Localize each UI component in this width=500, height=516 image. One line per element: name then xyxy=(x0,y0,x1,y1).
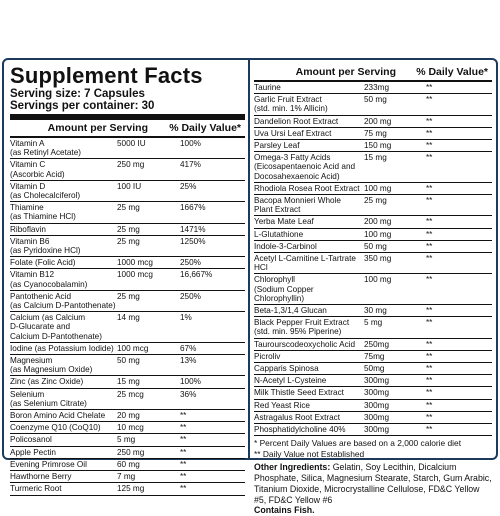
nutrient-name: Thiamine (as Thiamine HCl) xyxy=(10,203,76,222)
nutrient-name: Uva Ursi Leaf Extract xyxy=(254,128,332,138)
nutrient-daily-value: 1% xyxy=(180,313,192,323)
nutrient-name: Omega-3 Fatty Acids (Eicosapentaenoic Acid and Docosahexaenoic Acid) xyxy=(254,153,356,181)
nutrient-row xyxy=(254,424,492,436)
nutrient-amount: 14 mg xyxy=(117,313,140,323)
nutrient-name: Bacopa Monnieri Whole Plant Extract xyxy=(254,196,341,215)
nutrient-row xyxy=(10,269,245,290)
nutrient-name: Magnesium (as Magnesium Oxide) xyxy=(10,356,93,375)
nutrient-row xyxy=(254,351,492,363)
column-header xyxy=(10,120,245,136)
nutrient-name: Beta-1,3/1,4 Glucan xyxy=(254,306,327,316)
nutrient-daily-value: ** xyxy=(426,376,433,386)
right-dv-header: % Daily Value* xyxy=(416,66,488,78)
nutrient-daily-value: ** xyxy=(180,459,187,469)
right-column-header xyxy=(254,64,492,80)
nutrient-amount: 5 mg xyxy=(364,318,383,328)
nutrient-daily-value: ** xyxy=(426,425,433,435)
nutrient-row xyxy=(10,355,245,376)
nutrient-name: Black Pepper Fruit Extract (std. min. 95% Piperine) xyxy=(254,318,350,337)
nutrient-daily-value: 13% xyxy=(180,356,197,366)
nutrient-daily-value: ** xyxy=(426,241,433,251)
nutrient-amount: 300mg xyxy=(364,400,390,410)
nutrient-row xyxy=(10,312,245,343)
nutrient-daily-value: 25% xyxy=(180,181,197,191)
footnote-dv: * Percent Daily Values are based on a 2,000 calorie diet xyxy=(254,438,462,449)
nutrient-row xyxy=(254,339,492,351)
nutrient-daily-value: ** xyxy=(426,306,433,316)
nutrient-row xyxy=(10,181,245,202)
nutrient-daily-value: ** xyxy=(426,412,433,422)
left-column xyxy=(4,60,248,494)
nutrient-name: Vitamin C (Ascorbic Acid) xyxy=(10,160,65,179)
nutrient-amount: 20 mg xyxy=(117,411,140,421)
nutrient-amount: 75mg xyxy=(364,351,385,361)
nutrient-amount: 5 mg xyxy=(117,435,136,445)
nutrient-amount: 300mg xyxy=(364,376,390,386)
nutrient-amount: 300mg xyxy=(364,388,390,398)
nutrient-row xyxy=(10,434,245,446)
nutrient-amount: 15 mg xyxy=(364,153,387,163)
nutrient-row xyxy=(254,94,492,115)
nutrient-row xyxy=(10,202,245,223)
facts-title: Supplement Facts xyxy=(10,63,203,88)
nutrient-amount: 200 mg xyxy=(364,217,392,227)
nutrient-daily-value: ** xyxy=(426,364,433,374)
nutrient-amount: 50 mg xyxy=(364,95,387,105)
allergen-statement: Contains Fish. xyxy=(254,505,315,516)
nutrient-name: Pantothenic Acid (as Calcium D-Pantothenate) xyxy=(10,291,116,311)
nutrient-daily-value: 1471% xyxy=(180,224,206,234)
nutrient-amount: 100 mg xyxy=(364,183,392,193)
nutrient-name: Apple Pectin xyxy=(10,447,56,457)
nutrient-amount: 100 IU xyxy=(117,181,142,191)
nutrient-daily-value: ** xyxy=(426,254,433,264)
nutrient-amount: 50 mg xyxy=(117,356,140,366)
nutrient-daily-value: ** xyxy=(426,351,433,361)
nutrient-amount: 300mg xyxy=(364,425,390,435)
right-amount-header: Amount per Serving xyxy=(295,66,396,78)
nutrient-name: Astragalus Root Extract xyxy=(254,412,341,422)
nutrient-row xyxy=(254,216,492,228)
nutrient-amount: 25 mg xyxy=(117,203,140,213)
nutrient-name: Red Yeast Rice xyxy=(254,400,310,410)
nutrient-name: Riboflavin xyxy=(10,224,46,234)
nutrient-name: Chlorophyll (Sodium Copper Chlorophyllin) xyxy=(254,275,314,303)
nutrient-amount: 1000 mcg xyxy=(117,258,153,268)
nutrient-name: Policosanol xyxy=(10,435,52,445)
serving-size: Serving size: 7 Capsules xyxy=(10,88,145,100)
nutrient-daily-value: 1667% xyxy=(180,203,206,213)
nutrient-amount: 250 mg xyxy=(117,160,145,170)
nutrient-row xyxy=(254,375,492,387)
nutrient-row xyxy=(10,376,245,388)
nutrient-row xyxy=(254,128,492,140)
nutrient-name: Coenzyme Q10 (CoQ10) xyxy=(10,423,101,433)
nutrient-name: Capparis Spinosa xyxy=(254,364,319,374)
nutrient-name: Taurine xyxy=(254,83,281,92)
nutrient-amount: 50 mg xyxy=(364,241,387,251)
nutrient-daily-value: ** xyxy=(426,318,433,328)
nutrient-daily-value: ** xyxy=(426,153,433,163)
nutrient-amount: 1000 mcg xyxy=(117,270,153,280)
nutrient-name: Dandelion Root Extract xyxy=(254,116,339,126)
nutrient-row xyxy=(10,138,245,159)
nutrient-daily-value: 100% xyxy=(180,377,201,387)
nutrient-row xyxy=(10,410,245,422)
nutrient-amount: 25 mg xyxy=(117,236,140,246)
nutrient-daily-value: ** xyxy=(426,141,433,151)
nutrient-row xyxy=(254,116,492,128)
nutrient-daily-value: ** xyxy=(180,447,187,457)
nutrient-amount: 25 mg xyxy=(364,196,387,206)
nutrient-name: Vitamin A (as Retinyl Acetate) xyxy=(10,139,81,158)
nutrient-daily-value: ** xyxy=(426,229,433,239)
nutrient-name: Vitamin B12 (as Cyanocobalamin) xyxy=(10,270,88,289)
nutrient-daily-value: ** xyxy=(180,423,187,433)
nutrient-row xyxy=(10,343,245,355)
nutrient-amount: 100 mg xyxy=(364,229,392,239)
nutrient-amount: 25 mg xyxy=(117,291,140,301)
nutrient-row xyxy=(10,422,245,434)
nutrient-amount: 10 mcg xyxy=(117,423,144,433)
nutrient-name: Turmeric Root xyxy=(10,484,62,494)
nutrient-amount: 250mg xyxy=(364,339,390,349)
nutrient-name: Boron Amino Acid Chelate xyxy=(10,411,106,421)
nutrient-row xyxy=(10,224,245,236)
nutrient-amount: 30 mg xyxy=(364,306,387,316)
nutrient-daily-value: ** xyxy=(426,388,433,398)
nutrient-amount: 150 mg xyxy=(364,141,392,151)
footnote-not-established: ** Daily Value not Established xyxy=(254,448,365,459)
right-column xyxy=(250,60,496,516)
amount-header: Amount per Serving xyxy=(47,122,148,134)
nutrient-row xyxy=(254,317,492,338)
nutrient-daily-value: 16,667% xyxy=(180,270,213,280)
nutrient-row xyxy=(254,253,492,274)
nutrient-row xyxy=(10,447,245,459)
nutrient-daily-value: ** xyxy=(426,128,433,138)
nutrient-name: Milk Thistle Seed Extract xyxy=(254,388,344,398)
nutrient-row xyxy=(10,257,245,269)
nutrient-daily-value: 36% xyxy=(180,389,197,399)
nutrient-daily-value: 250% xyxy=(180,291,201,301)
nutrient-row xyxy=(254,140,492,152)
right-nutrient-list xyxy=(254,82,492,436)
nutrient-daily-value: ** xyxy=(426,217,433,227)
ingredients-label: Other Ingredients: xyxy=(254,462,331,473)
nutrient-amount: 5000 IU xyxy=(117,139,146,148)
nutrient-row xyxy=(10,389,245,410)
nutrient-amount: 60 mg xyxy=(117,459,140,469)
nutrient-row xyxy=(254,412,492,424)
nutrient-name: Zinc (as Zinc Oxide) xyxy=(10,377,84,387)
nutrient-amount: 25 mcg xyxy=(117,389,144,399)
nutrient-amount: 233mg xyxy=(364,83,390,92)
nutrient-amount: 25 mg xyxy=(117,224,140,234)
nutrient-amount: 75 mg xyxy=(364,128,387,138)
nutrient-row xyxy=(10,459,245,471)
nutrient-name: Parsley Leaf xyxy=(254,141,300,151)
nutrient-row xyxy=(254,195,492,216)
nutrient-row xyxy=(10,483,245,495)
nutrient-name: Picroliv xyxy=(254,351,281,361)
nutrient-row xyxy=(254,363,492,375)
nutrient-name: Vitamin D (as Cholecalciferol) xyxy=(10,181,81,201)
nutrient-daily-value: ** xyxy=(426,339,433,349)
footnotes xyxy=(254,436,492,459)
nutrient-name: L-Glutathione xyxy=(254,229,304,239)
nutrient-daily-value: ** xyxy=(426,275,433,285)
nutrient-name: Rhodiola Rosea Root Extract xyxy=(254,183,360,193)
nutrient-amount: 350 mg xyxy=(364,254,392,264)
nutrient-row xyxy=(10,471,245,483)
nutrient-row xyxy=(254,274,492,305)
nutrient-daily-value: ** xyxy=(180,435,187,445)
nutrient-name: Vitamin B6 (as Pyridoxine HCl) xyxy=(10,236,81,256)
nutrient-row xyxy=(10,291,245,312)
nutrient-row xyxy=(254,82,492,94)
nutrient-daily-value: ** xyxy=(426,196,433,206)
nutrient-name: Selenium (as Selenium Citrate) xyxy=(10,389,87,408)
nutrient-name: Taurourscodeoxycholic Acid xyxy=(254,339,356,349)
nutrient-daily-value: ** xyxy=(426,183,433,193)
nutrient-name: Hawthorne Berry xyxy=(10,472,72,482)
nutrient-daily-value: ** xyxy=(180,484,187,494)
nutrient-name: Calcium (as Calcium D-Glucarate and Calcium D-Pantothenate) xyxy=(10,313,102,341)
nutrient-daily-value: 250% xyxy=(180,258,201,268)
nutrient-row xyxy=(254,387,492,399)
nutrient-daily-value: ** xyxy=(180,411,187,421)
ingredients-text: Gelatin, Soy Lecithin, Dicalcium Phosphate, Silica, Magnesium Stearate, Starch, Gum Arabic, Titanium Dioxide, Microcrystalline Cellulose, FD&C Yellow #5, FD&C Yellow #6 xyxy=(254,462,492,505)
servings-per-container: Servings per container: 30 xyxy=(10,100,155,112)
nutrient-name: Iodine (as Potassium Iodide) xyxy=(10,343,114,353)
nutrient-row xyxy=(10,159,245,180)
nutrient-row xyxy=(254,183,492,195)
nutrient-amount: 50mg xyxy=(364,364,385,374)
nutrient-daily-value: 1250% xyxy=(180,236,206,246)
nutrient-name: Evening Primrose Oil xyxy=(10,459,87,469)
nutrient-amount: 7 mg xyxy=(117,472,136,482)
nutrient-daily-value: ** xyxy=(426,83,433,92)
nutrient-daily-value: 67% xyxy=(180,343,197,353)
nutrient-row xyxy=(254,400,492,412)
other-ingredients xyxy=(254,462,492,516)
nutrient-daily-value: ** xyxy=(426,400,433,410)
nutrient-daily-value: 417% xyxy=(180,160,201,170)
nutrient-amount: 300mg xyxy=(364,412,390,422)
nutrient-amount: 15 mg xyxy=(117,377,140,387)
nutrient-amount: 100 mg xyxy=(364,275,392,285)
nutrient-name: Phosphatidylcholine 40% xyxy=(254,425,346,435)
nutrient-name: Yerba Mate Leaf xyxy=(254,217,314,227)
nutrient-amount: 100 mcg xyxy=(117,343,149,353)
left-nutrient-list xyxy=(10,138,245,496)
nutrient-name: Indole-3-Carbinol xyxy=(254,241,317,251)
dv-header: % Daily Value* xyxy=(169,122,241,134)
nutrient-name: N-Acetyl L-Cysteine xyxy=(254,376,327,386)
nutrient-row xyxy=(254,152,492,183)
nutrient-daily-value: ** xyxy=(426,95,433,105)
nutrient-row xyxy=(254,241,492,253)
nutrient-row xyxy=(254,229,492,241)
nutrient-row xyxy=(10,236,245,257)
nutrient-name: Garlic Fruit Extract (std. min. 1% Allicin) xyxy=(254,95,328,114)
nutrient-amount: 200 mg xyxy=(364,116,392,126)
nutrient-name: Acetyl L-Carnitine L-Tartrate HCl xyxy=(254,254,356,273)
nutrient-row xyxy=(254,305,492,317)
supplement-facts-panel xyxy=(2,58,498,516)
nutrient-amount: 250 mg xyxy=(117,447,145,457)
nutrient-daily-value: 100% xyxy=(180,139,201,148)
nutrient-daily-value: ** xyxy=(426,116,433,126)
nutrient-amount: 125 mg xyxy=(117,484,145,494)
nutrient-name: Folate (Folic Acid) xyxy=(10,258,76,268)
nutrient-daily-value: ** xyxy=(180,472,187,482)
